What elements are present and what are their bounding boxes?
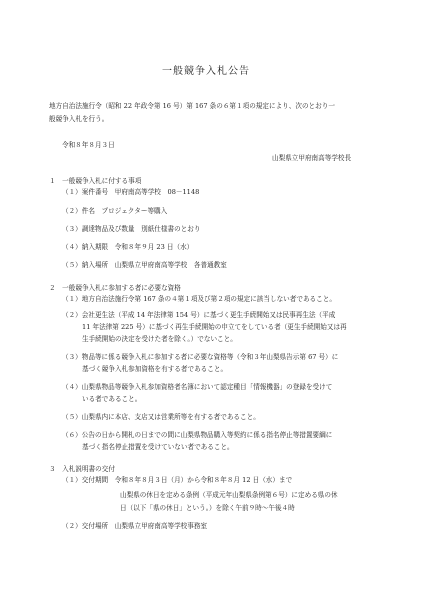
section-1-item-3: （３）調達物品及び数量 別紙仕様書のとおり: [62, 225, 201, 233]
section-1-item-1: （１）案件番号 甲府南高等学校 08－1148: [62, 188, 200, 196]
section-2-item-3-line-1: （３）物品等に係る競争入札に参加する者に必要な資格等（令和３年山梨県告示第 67 号）に: [62, 353, 339, 361]
page-title: 一般競争入札公告: [162, 66, 250, 77]
intro-line-1: 地方自治法施行令（昭和 22 年政令第 16 号）第 167 条の６第１項の規定により、次のとおり一: [49, 102, 335, 110]
section-2-item-6-line-2: 基づく指名停止措置を受けていない者であること。: [82, 443, 234, 451]
section-2-item-2-line-2: 11 年法律第 225 号）に基づく再生手続開始の申立てをしている者（更生手続開始又は再: [82, 323, 347, 331]
section-2-item-3-line-2: 基づく競争入札参加資格を有する者であること。: [82, 365, 228, 373]
intro-line-2: 般競争入札を行う。: [49, 115, 109, 123]
section-3-item-1-line-3: 日（以下「県の休日」という。）を除く午前９時～午後４時: [120, 504, 295, 512]
section-3-heading: ３ 入札説明書の交付: [49, 465, 115, 473]
section-2-item-6-line-1: （６）公告の日から開札の日までの間に山梨県物品購入等契約に係る指名停止等措置要綱に: [62, 431, 333, 439]
section-1-heading: １ 一般競争入札に付する事項: [49, 177, 142, 185]
section-1-item-2: （２）件名 プロジェクター等購入: [62, 207, 168, 215]
section-3-item-2: （２）交付場所 山梨県立甲府南高等学校事務室: [62, 522, 208, 530]
section-2-heading: ２ 一般競争入札に参加する者に必要な資格: [49, 284, 181, 292]
section-1-item-4: （４）納入期限 令和８年９月 23 日（水）: [62, 243, 194, 251]
section-3-item-1-line-1: （１）交付期間 令和８年８月３日（月）から令和８年８月 12 日（水）まで: [62, 476, 293, 484]
notice-date: 令和８年８月３日: [62, 141, 115, 149]
section-3-item-1-line-2: 山梨県の休日を定める条例（平成元年山梨県条例第６号）に定める県の休: [120, 491, 338, 499]
section-2-item-2-line-1: （２）会社更生法（平成 14 年法律第 154 号）に基づく更生手続開始又は民事再生法（平成: [62, 311, 336, 319]
section-2-item-4-line-1: （４）山梨県物品等競争入札参加資格者名簿において認定種目「情報機器」の登録を受けて: [62, 383, 333, 391]
section-2-item-1: （１）地方自治法施行令第 167 条の４第１項及び第２項の規定に該当しない者であること。: [62, 295, 336, 303]
section-1-item-5: （５）納入場所 山梨県立甲府南高等学校 各普通教室: [62, 261, 227, 269]
issuer-name: 山梨県立甲府南高等学校長: [272, 154, 352, 162]
section-2-item-2-line-3: 生手続開始の決定を受けた者を除く。）でないこと。: [82, 335, 237, 343]
section-2-item-4-line-2: いる者であること。: [82, 395, 142, 403]
section-2-item-5: （５）山梨県内に本店、支店又は営業所等を有する者であること。: [62, 413, 260, 421]
